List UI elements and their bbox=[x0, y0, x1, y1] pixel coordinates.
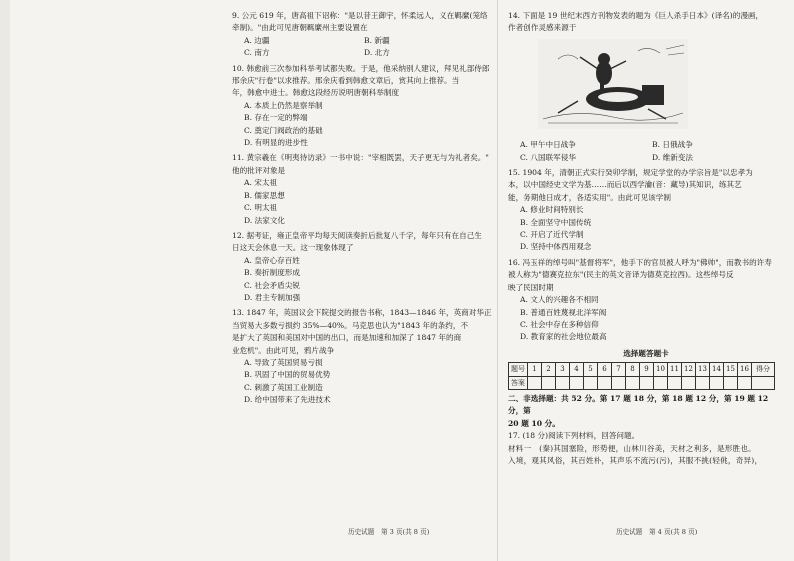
q15-option-b: B. 全面坚守中国传统 bbox=[520, 217, 592, 227]
q9-option-c: C. 南方 bbox=[244, 48, 270, 58]
answer-cell[interactable] bbox=[598, 376, 612, 389]
answer-card-number: 3 bbox=[556, 363, 570, 376]
answer-card-number-row bbox=[509, 363, 775, 376]
question-9 bbox=[232, 10, 494, 60]
q16-stem-3: 映了民国时期 bbox=[508, 282, 554, 292]
q12-option-a: A. 皇帝心存百姓 bbox=[244, 255, 300, 265]
q9-options-row2 bbox=[244, 47, 494, 59]
q10-stem-3: 年，韩愈中进士。韩愈这段经历说明唐朝科举制度 bbox=[232, 88, 400, 98]
answer-cell[interactable] bbox=[570, 376, 584, 389]
q14-option-a: A. 甲午中日战争 bbox=[520, 140, 576, 150]
q15-stem-3: 能，务期他日成才，各适实用"。由此可见该学制 bbox=[508, 192, 671, 202]
q17-stem: 17. (18 分)阅读下列材料，回答问题。 bbox=[508, 431, 640, 441]
q10-option-c: C. 奠定门阀政治的基础 bbox=[244, 125, 323, 135]
answer-cell[interactable] bbox=[626, 376, 640, 389]
q13-option-d: D. 给中国带来了先进技术 bbox=[244, 395, 331, 405]
q14-option-b: B. 日俄战争 bbox=[652, 140, 693, 150]
question-12 bbox=[232, 230, 494, 304]
q10-stem-1: 10. 韩愈前三次参加科举考试都失败。于是，他采纳别人建议，拜见礼部侍郎 bbox=[232, 63, 490, 73]
answer-card-number: 11 bbox=[668, 363, 682, 376]
page-edge bbox=[0, 0, 10, 561]
section2-heading-1: 二、非选择题：共 52 分。第 17 题 18 分，第 18 题 12 分，第 19 题 12 分，第 bbox=[508, 393, 769, 416]
answer-card-number: 12 bbox=[682, 363, 696, 376]
left-page-footer: 历史试题 第 3 页(共 8 页) bbox=[348, 528, 430, 536]
answer-cell[interactable] bbox=[724, 376, 738, 389]
q14-options-row2 bbox=[520, 152, 784, 164]
q9-option-a: A. 边疆 bbox=[244, 35, 270, 45]
material-1-line-1: 材料一 (秦)其国塞险，形势便，山林川谷美，天材之利多，是形胜也。 bbox=[508, 443, 756, 453]
q14-options-row1 bbox=[520, 139, 784, 151]
q15-stem-2: 本，以中国经史文学为基……而后以西学瀹(音：藏导)其知识，练其艺 bbox=[508, 180, 742, 190]
cartoon-illustration bbox=[538, 39, 688, 129]
question-15 bbox=[508, 167, 784, 254]
q9-option-d: D. 北方 bbox=[364, 48, 390, 58]
right-page-footer: 历史试题 第 4 页(共 8 页) bbox=[616, 528, 698, 536]
answer-cell[interactable] bbox=[668, 376, 682, 389]
q10-option-d: D. 有明显的进步性 bbox=[244, 138, 308, 148]
question-13 bbox=[232, 307, 494, 406]
q14-option-c: C. 八国联军侵华 bbox=[520, 152, 576, 162]
q9-option-b: B. 新疆 bbox=[364, 35, 390, 45]
section2-heading-2: 20 题 10 分。 bbox=[508, 418, 560, 428]
q16-option-d: D. 教育家的社会地位最高 bbox=[520, 332, 607, 342]
q10-stem-2: 邢余庆"行卷"以求推荐。邢余庆看到韩愈文章后，赏其向上推荐。当 bbox=[232, 76, 460, 86]
q11-option-c: C. 明太祖 bbox=[244, 203, 278, 213]
answer-cell[interactable] bbox=[682, 376, 696, 389]
q9-options-row1 bbox=[244, 35, 494, 47]
answer-cell[interactable] bbox=[612, 376, 626, 389]
answer-card-number: 4 bbox=[570, 363, 584, 376]
answer-cell[interactable] bbox=[738, 376, 752, 389]
q12-option-d: D. 君主专制加强 bbox=[244, 292, 301, 302]
q16-option-b: B. 普通百姓蔑视北洋军阀 bbox=[520, 307, 607, 317]
q13-stem-4: 业危机"。由此可见，鸦片战争 bbox=[232, 345, 335, 355]
q11-stem-1: 11. 黄宗羲在《明夷待访录》一书中说："宰相既罢，天子更无与为礼者矣。" bbox=[232, 153, 489, 163]
answer-card-number: 2 bbox=[542, 363, 556, 376]
answer-card-table bbox=[508, 362, 775, 390]
answer-card-row2-label: 答案 bbox=[509, 376, 528, 389]
page-divider bbox=[497, 0, 498, 561]
answer-cell[interactable] bbox=[584, 376, 598, 389]
answer-cell[interactable] bbox=[528, 376, 542, 389]
answer-card-number: 8 bbox=[626, 363, 640, 376]
answer-card-number: 7 bbox=[612, 363, 626, 376]
q9-stem-2: 牵制)。"由此可见唐朝羁縻州主要设置在 bbox=[232, 23, 368, 33]
q15-stem-1: 15. 1904 年，清朝正式实行癸卯学制，规定学堂的办学宗旨是"以忠孝为 bbox=[508, 168, 753, 178]
q16-stem-2: 被人称为"德赛克拉东"(民主的英文音译为德莫克拉西)。这些绰号反 bbox=[508, 270, 734, 280]
answer-card-number: 9 bbox=[640, 363, 654, 376]
answer-card-number: 14 bbox=[710, 363, 724, 376]
q11-stem-2: 他的批评对象是 bbox=[232, 165, 286, 175]
answer-cell[interactable] bbox=[556, 376, 570, 389]
question-16 bbox=[508, 257, 784, 344]
q11-option-b: B. 儒家思想 bbox=[244, 190, 285, 200]
q13-stem-2: 当贸易大多数亏损约 35%—40%。马克思也认为"1843 年的条约，不 bbox=[232, 320, 469, 330]
q13-option-c: C. 刺激了英国工业制造 bbox=[244, 382, 323, 392]
answer-card-number: 15 bbox=[724, 363, 738, 376]
q13-option-b: B. 巩固了中国的贸易优势 bbox=[244, 370, 331, 380]
q11-option-a: A. 宋太祖 bbox=[244, 178, 278, 188]
q12-stem-2: 日这天会休息一天。这一现象体现了 bbox=[232, 243, 354, 253]
score-cell[interactable] bbox=[752, 376, 775, 389]
q13-option-a: A. 导致了英国贸易亏损 bbox=[244, 357, 323, 367]
question-14 bbox=[508, 10, 784, 164]
answer-cell[interactable] bbox=[654, 376, 668, 389]
q12-stem-1: 12. 据考证，雍正皇帝平均每天阅读奏折后批复八千字，每年只有在自己生 bbox=[232, 230, 482, 240]
q10-option-b: B. 存在一定的弊端 bbox=[244, 113, 308, 123]
answer-card-number: 6 bbox=[598, 363, 612, 376]
answer-cell[interactable] bbox=[542, 376, 556, 389]
q9-stem-1: 9. 公元 619 年，唐高祖下诏称："是以昔王御宇，怀柔远人，义在羁縻(笼络 bbox=[232, 11, 488, 20]
q16-option-c: C. 社会中存在多种信仰 bbox=[520, 319, 599, 329]
q14-stem-2: 作者创作灵感来源于 bbox=[508, 23, 577, 33]
q16-option-a: A. 文人的兴趣各不相同 bbox=[520, 295, 599, 305]
q14-option-d: D. 维新变法 bbox=[652, 152, 694, 162]
answer-card-number: 1 bbox=[528, 363, 542, 376]
answer-cell[interactable] bbox=[696, 376, 710, 389]
q10-option-a: A. 本质上仍然是察举制 bbox=[244, 100, 323, 110]
left-page bbox=[232, 10, 494, 407]
q12-option-c: C. 社会矛盾尖锐 bbox=[244, 280, 300, 290]
answer-card-row1-label: 题号 bbox=[509, 363, 528, 376]
q13-stem-1: 13. 1847 年，英国议会下院提交的报告书称，1843—1846 年，英商对华正 bbox=[232, 308, 492, 318]
q16-stem-1: 16. 冯玉祥的绰号叫"基督将军"，他手下的官员被人呼为"佛帅"，而教书的许寿 bbox=[508, 257, 772, 267]
question-10 bbox=[232, 63, 494, 150]
answer-card-number: 10 bbox=[654, 363, 668, 376]
q13-stem-3: 是扩大了英国和美国对中国的出口，而是加速和加深了 1847 年的商 bbox=[232, 333, 462, 343]
q12-option-b: B. 奏折制度形成 bbox=[244, 268, 300, 278]
question-11 bbox=[232, 152, 494, 226]
answer-card-number: 5 bbox=[584, 363, 598, 376]
answer-card-number: 16 bbox=[738, 363, 752, 376]
q15-option-c: C. 开启了近代学制 bbox=[520, 230, 584, 240]
material-1-line-2: 入境，观其风俗，其百姓朴，其声乐不流污(污)，其服不挑(轻佻，奇异)， bbox=[508, 455, 763, 465]
q14-stem-1: 14. 下面是 19 世纪末西方刊物发表的题为《巨人杀手日本》(译名)的漫画， bbox=[508, 11, 764, 20]
q11-option-d: D. 法家文化 bbox=[244, 215, 286, 225]
answer-cell[interactable] bbox=[710, 376, 724, 389]
answer-card-answer-row bbox=[509, 376, 775, 389]
q15-option-d: D. 坚持中体西用观念 bbox=[520, 242, 592, 252]
answer-cell[interactable] bbox=[640, 376, 654, 389]
answer-card-number: 13 bbox=[696, 363, 710, 376]
answer-card-score-label: 得分 bbox=[752, 363, 775, 376]
right-page bbox=[508, 10, 784, 467]
answer-card-title: 选择题答题卡 bbox=[623, 348, 669, 358]
q15-option-a: A. 修业时间特别长 bbox=[520, 205, 584, 215]
